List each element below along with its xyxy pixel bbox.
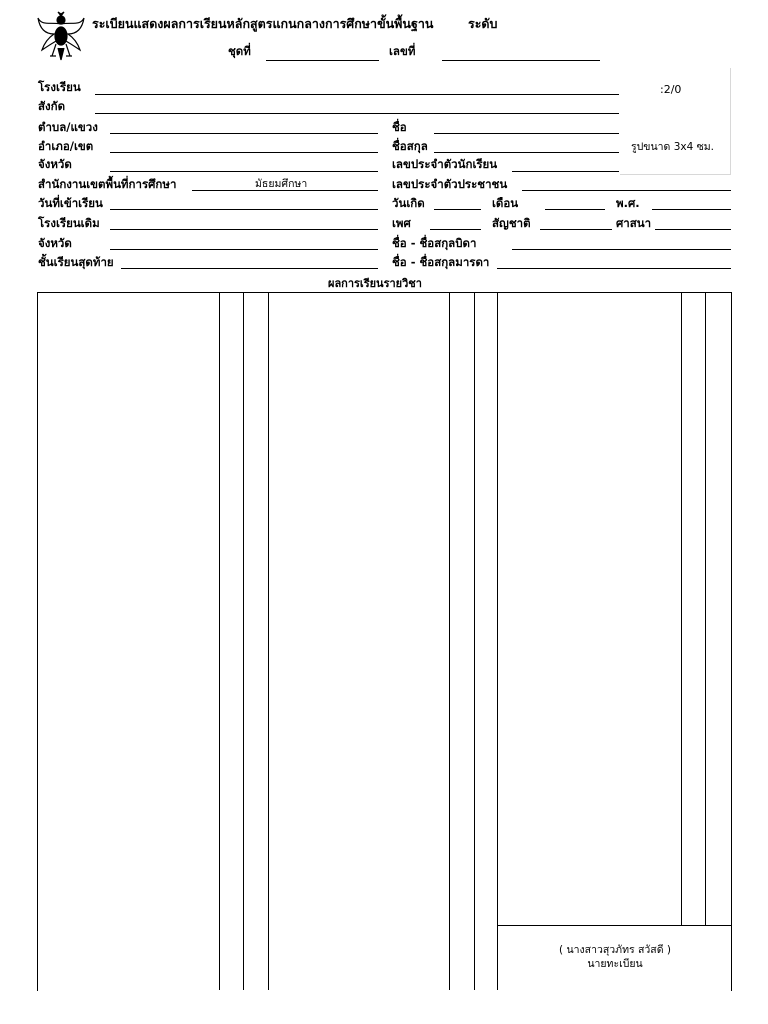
area-office-field[interactable] bbox=[192, 190, 378, 191]
number-field[interactable] bbox=[442, 60, 600, 61]
student-id-field[interactable] bbox=[512, 171, 619, 172]
enroll-date-field[interactable] bbox=[110, 209, 378, 210]
affiliation-label: สังกัด bbox=[38, 99, 66, 113]
garuda-emblem-icon bbox=[36, 10, 86, 62]
table-col-divider bbox=[219, 292, 220, 990]
district-label: อำเภอ/เขต bbox=[38, 139, 94, 153]
last-name-label: ชื่อสกุล bbox=[392, 139, 428, 153]
birth-month-field[interactable] bbox=[545, 209, 605, 210]
father-name-label: ชื่อ - ชื่อสกุลบิดา bbox=[392, 236, 477, 250]
table-col-divider bbox=[243, 292, 244, 990]
district-field[interactable] bbox=[110, 152, 378, 153]
religion-label: ศาสนา bbox=[616, 216, 652, 230]
subdistrict-label: ตำบล/แขวง bbox=[38, 120, 98, 134]
province2-field[interactable] bbox=[110, 249, 378, 250]
first-name-label: ชื่อ bbox=[392, 120, 407, 134]
nationality-label: สัญชาติ bbox=[492, 216, 531, 230]
affiliation-field[interactable] bbox=[95, 113, 619, 114]
table-col-divider bbox=[474, 292, 475, 990]
religion-field[interactable] bbox=[655, 229, 731, 230]
last-name-field[interactable] bbox=[434, 152, 619, 153]
number-label: เลขที่ bbox=[389, 44, 416, 58]
student-id-label: เลขประจำตัวนักเรียน bbox=[392, 157, 498, 171]
last-grade-field[interactable] bbox=[121, 268, 378, 269]
citizen-id-field[interactable] bbox=[522, 190, 731, 191]
registrar-position: นายทะเบียน bbox=[587, 958, 643, 970]
birth-year-label: พ.ศ. bbox=[616, 196, 640, 210]
set-label: ชุดที่ bbox=[228, 44, 251, 58]
former-school-label: โรงเรียนเดิม bbox=[38, 216, 100, 230]
father-name-field[interactable] bbox=[512, 249, 731, 250]
province-label: จังหวัด bbox=[38, 157, 72, 171]
level-label: ระดับ bbox=[468, 16, 498, 31]
sex-field[interactable] bbox=[430, 229, 481, 230]
results-table-title: ผลการเรียนรายวิชา bbox=[328, 277, 422, 290]
province2-label: จังหวัด bbox=[38, 236, 72, 250]
birth-month-label: เดือน bbox=[492, 196, 519, 210]
mother-name-field[interactable] bbox=[497, 268, 731, 269]
former-school-field[interactable] bbox=[110, 229, 378, 230]
registrar-name: ( นางสาวสุวภัทร สวัสดี ) bbox=[559, 944, 671, 956]
signature-box-top bbox=[497, 925, 731, 926]
table-col-divider bbox=[268, 292, 269, 990]
birth-day-label: วันเกิด bbox=[392, 196, 425, 210]
table-col-divider bbox=[449, 292, 450, 990]
province-field[interactable] bbox=[110, 171, 378, 172]
results-table bbox=[37, 292, 732, 991]
sex-label: เพศ bbox=[392, 216, 411, 230]
photo-code: :2/0 bbox=[660, 83, 682, 96]
citizen-id-label: เลขประจำตัวประชาชน bbox=[392, 177, 508, 191]
first-name-field[interactable] bbox=[434, 133, 619, 134]
birth-year-field[interactable] bbox=[652, 209, 731, 210]
area-office-value: มัธยมศึกษา bbox=[255, 178, 308, 190]
table-col-divider bbox=[705, 292, 706, 925]
subdistrict-field[interactable] bbox=[110, 133, 378, 134]
school-field[interactable] bbox=[95, 94, 619, 95]
area-office-label: สำนักงานเขตพื้นที่การศึกษา bbox=[38, 177, 177, 191]
last-grade-label: ชั้นเรียนสุดท้าย bbox=[38, 255, 114, 269]
enroll-date-label: วันที่เข้าเรียน bbox=[38, 196, 103, 210]
set-field[interactable] bbox=[266, 60, 379, 61]
mother-name-label: ชื่อ - ชื่อสกุลมารดา bbox=[392, 255, 490, 269]
table-col-divider bbox=[681, 292, 682, 925]
nationality-field[interactable] bbox=[540, 229, 612, 230]
birth-day-field[interactable] bbox=[434, 209, 481, 210]
school-label: โรงเรียน bbox=[38, 80, 81, 94]
form-title: ระเบียนแสดงผลการเรียนหลักสูตรแกนกลางการศึกษาขั้นพื้นฐาน bbox=[92, 16, 434, 31]
table-col-divider bbox=[497, 292, 498, 990]
photo-size-note: รูปขนาด 3x4 ซม. bbox=[631, 141, 715, 153]
